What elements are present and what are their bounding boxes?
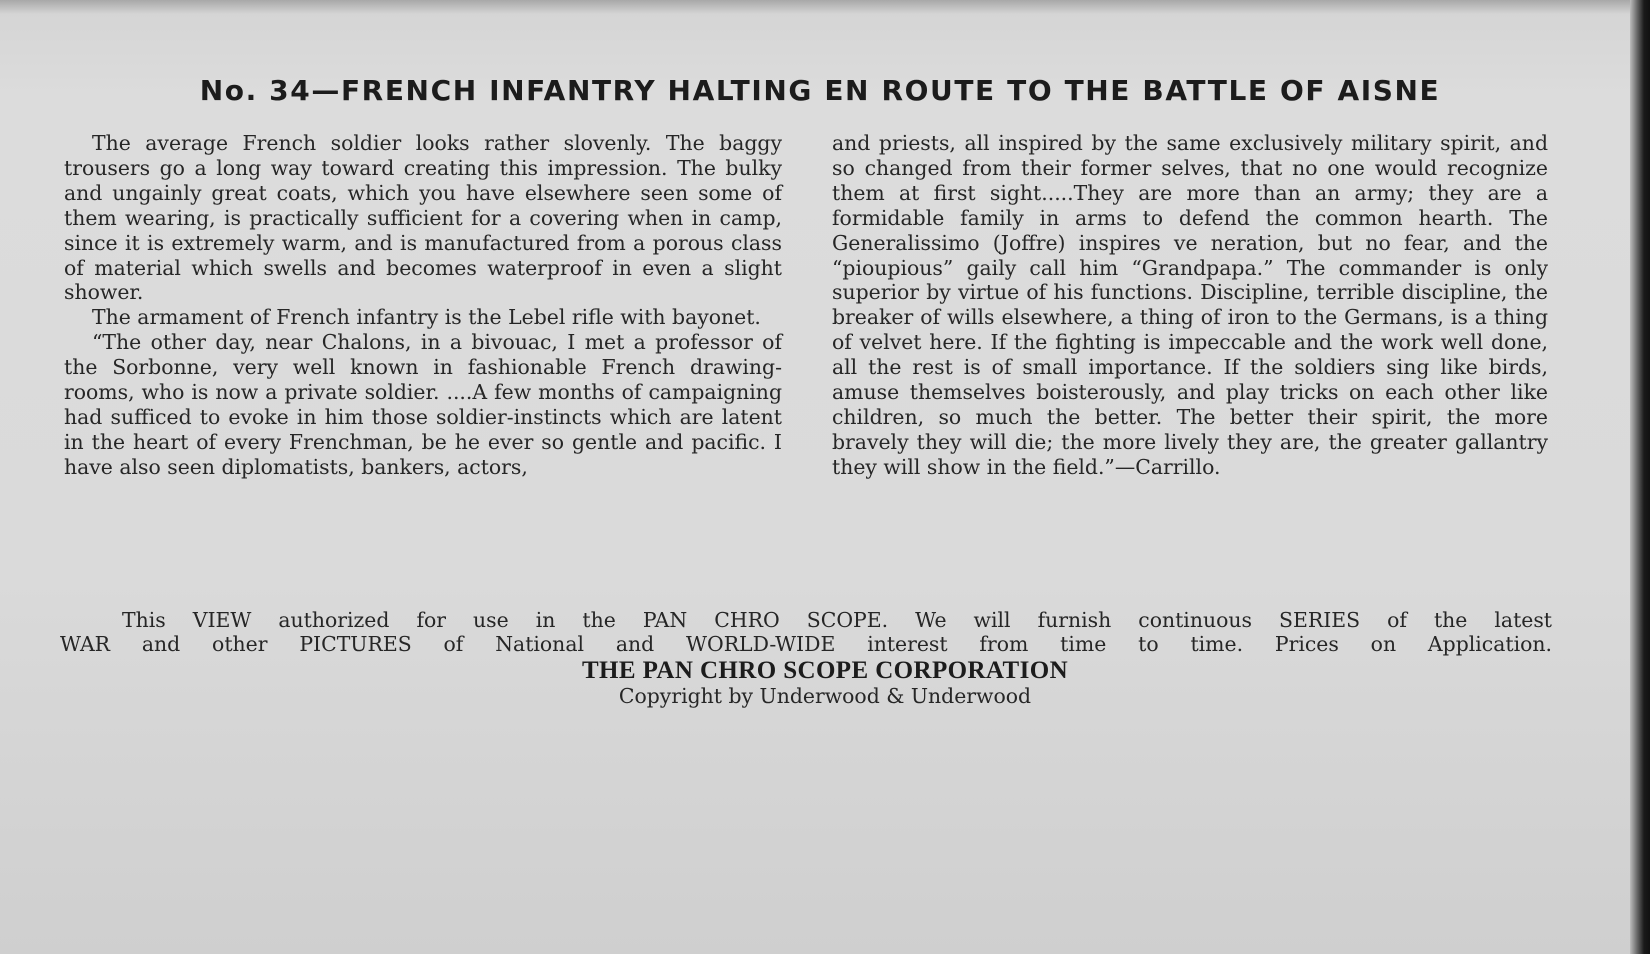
copyright-notice: Copyright by Underwood & Underwood — [618, 684, 1032, 708]
footer-line-2: WAR and other PICTURES of National and WORLD-WIDE interest from time to time. Prices on Application. — [60, 632, 1552, 656]
paragraph-quote-start: “The other day, near Chalons, in a bivouac, I met a professor of the Sorbonne, very well known in fashionable French drawing-rooms, who is now a private soldier. ....A few months of campaigning had sufficed to evoke in him those soldier-instincts which are latent in the heart of every Frenchman, be he ever so gentle and pacific. I have also seen diplomatists, bankers, actors, — [64, 330, 782, 479]
paragraph-uniform: The average French soldier looks rather slovenly. The baggy trousers go a long way toward creating this impression. The bulky and ungainly great coats, which you have elsewhere seen some of them wearing, is practically sufficient for a covering when in camp, since it is extremely warm, and is manufactured from a porous class of material which swells and becomes waterproof in even a slight shower. — [64, 131, 782, 305]
paragraph-armament: The armament of French infantry is the Lebel rifle with bayonet. — [92, 305, 761, 330]
card-title: No. 34—FRENCH INFANTRY HALTING EN ROUTE TO THE BATTLE OF AISNE — [199, 74, 1441, 107]
footer-line-1: This VIEW authorized for use in the PAN CHRO SCOPE. We will furnish continuous SERIES of the latest — [122, 608, 1552, 632]
left-text-column — [64, 131, 782, 480]
right-text-column — [832, 131, 1548, 480]
top-edge-shadow — [0, 0, 1650, 14]
card-right-edge — [1630, 0, 1650, 954]
paragraph-quote-continued: and priests, all inspired by the same exclusively military spirit, and so changed from their former selves, that no one would recognize them at first sight.....They are more than an army; they are a formidable family in arms to defend the common hearth. The Generalissimo (Joffre) inspires ve neration, but no fear, and the “pioupious” gaily call him “Grandpapa.” The commander is only superior by virtue of his functions. Discipline, terrible discipline, the breaker of wills elsewhere, a thing of iron to the Germans, is a thing of velvet here. If the fighting is impeccable and the work well done, all the rest is of small importance. If the soldiers sing like birds, amuse themselves boisterously, and play tricks on each other like children, so much the better. The better their spirit, the more bravely they will die; the more lively they are, the greater gallantry they will show in the field.”—Carrillo. — [832, 131, 1548, 479]
corporation-name: THE PAN CHRO SCOPE CORPORATION — [581, 657, 1069, 684]
